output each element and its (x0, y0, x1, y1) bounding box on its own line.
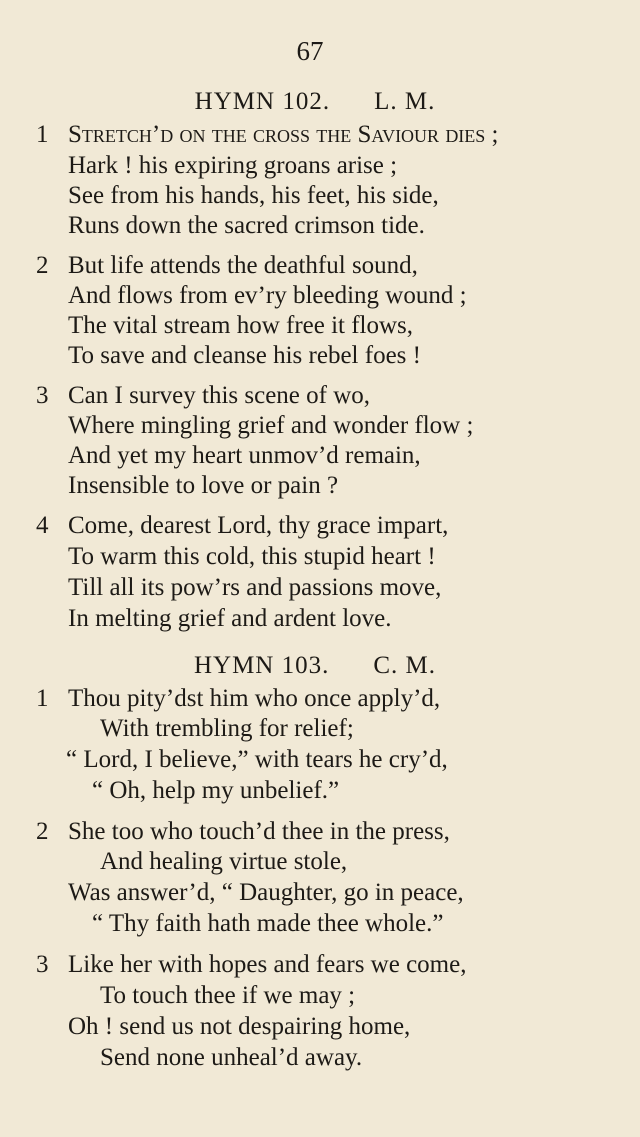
verse-line: Hark ! his expiring groans arise ; (68, 152, 398, 179)
verse-line: Runs down the sacred crimson tide. (68, 212, 425, 239)
verse-line: Where mingling grief and wonder flow ; (68, 412, 474, 439)
verse-line: Can I survey this scene of wo, (68, 382, 371, 409)
verse-number: 1 (36, 685, 49, 712)
verse-line: “ Oh, help my unbelief.” (92, 777, 340, 804)
verse-number: 3 (36, 382, 49, 409)
verse-line: “ Thy faith hath made thee whole.” (92, 910, 444, 937)
verse-line: See from his hands, his feet, his side, (68, 182, 439, 209)
verse-line: And yet my heart unmov’d remain, (68, 442, 421, 469)
verse-line: Come, dearest Lord, thy grace impart, (68, 512, 449, 539)
verse-number: 2 (36, 818, 49, 845)
verse-line: Was answer’d, “ Daughter, go in peace, (68, 879, 464, 906)
page-number: 67 (296, 36, 324, 66)
hymn-heading (0, 88, 630, 116)
verse-line: Till all its pow’rs and passions move, (68, 574, 442, 601)
verse-line: The vital stream how free it flows, (68, 312, 414, 339)
verse-line: To warm this cold, this stupid heart ! (68, 543, 436, 570)
verse-line: And healing virtue stole, (100, 848, 348, 875)
verse-line: Like her with hopes and fears we come, (68, 951, 467, 978)
verse-line: To save and cleanse his rebel foes ! (68, 342, 421, 369)
verse-line: She too who touch’d thee in the press, (68, 818, 450, 845)
verse-line: Oh ! send us not despairing home, (68, 1013, 411, 1040)
verse-line-text: Stretch’d on the cross the Saviour dies ; (68, 121, 499, 148)
verse-line: In melting grief and ardent love. (68, 605, 392, 632)
verse-line: With trembling for relief; (100, 715, 354, 742)
verse-line: Insensible to love or pain ? (68, 472, 339, 499)
verse-line: Send none unheal’d away. (100, 1044, 363, 1071)
verse-line: And flows from ev’ry bleeding wound ; (68, 282, 467, 309)
verse-line: But life attends the deathful sound, (68, 252, 418, 279)
verse-number: 1 (36, 121, 49, 148)
hymn-title: HYMN 103. (193, 652, 330, 679)
verse-line (68, 121, 499, 149)
verse-number: 4 (36, 512, 49, 539)
hymn-title: HYMN 102. (194, 88, 331, 115)
hymn-meter: C. M. (373, 652, 437, 679)
verse-line: Thou pity’dst him who once apply’d, (68, 685, 441, 712)
verse-number: 3 (36, 951, 49, 978)
hymn-heading (0, 652, 630, 680)
verse-line: To touch thee if we may ; (100, 982, 356, 1009)
hymn-meter: L. M. (374, 88, 436, 115)
verse-line: “ Lord, I believe,” with tears he cry’d, (66, 746, 448, 773)
verse-number: 2 (36, 252, 49, 279)
